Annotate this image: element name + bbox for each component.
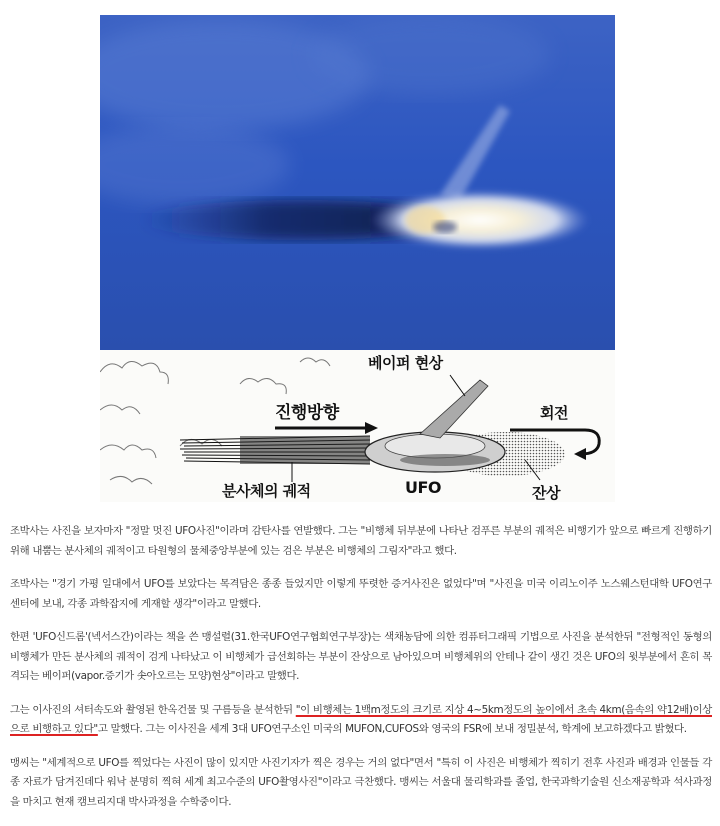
highlighted-quote: "이 비행체는 1백m정도의 크기로 지상 4~5km정도의 높이에서 초속 4km(음속의 약12배)이상으로 비행하고 있다" (10, 703, 712, 735)
article-paragraph: 조박사는 사진을 보자마자 "정말 멋진 UFO사진"이라며 감탄사를 연발했다. 그는 "비행체 뒤부분에 나타난 검푸른 부분의 궤적은 비행기가 앞으로 빠르게 진행하기 위해 내뿜는 분사체의 궤적이고 타원형의 물체중앙부분에 있는 검은 부분은 비행체의 그림자"라고 했다. (10, 525, 712, 557)
label-trail: 분사체의 궤적 (222, 482, 311, 500)
label-afterimage: 잔상 (532, 484, 560, 502)
label-vapor: 베이퍼 현상 (368, 354, 443, 372)
label-rotation: 회전 (540, 404, 568, 422)
article-paragraph: 한편 'UFO신드롬'(넥서스간)이라는 책을 쓴 맹설렬(31.한국UFO연구협회연구부장)는 색채농담에 의한 컴퓨터그래픽 기법으로 사진을 분석한뒤 "전형적인 동형의 비행체가 만든 분사체의 궤적이 검게 나타났고 이 비행체가 급선회하는 부분이 잔상으로 남아있으며 비행체위의 안테나 같이 생긴 것은 UFO의 윗부분에서 흔히 목격되는 베이퍼(vapor.증기가 솟아오르는 모양)현상"이라고 말했다. (10, 631, 712, 682)
article-paragraph: 조박사는 "경기 가평 일대에서 UFO를 보았다는 목격담은 종종 들었지만 이렇게 뚜렷한 증거사진은 없었다"며 "사진을 미국 이리노이주 노스웨스턴대학 UFO연구 센터에 보내, 각종 과학잡지에 게재할 생각"이라고 말했다. (10, 578, 712, 610)
ufo-diagram (100, 350, 615, 502)
diagram-illustration (100, 350, 615, 502)
label-ufo: UFO (405, 478, 442, 497)
article-text: 고 말했다. 그는 이사진을 세계 3대 UFO연구소인 미국의 MUFON,CUFOS와 영국의 FSR에 보내 정밀분석, 학계에 보고하겠다고 밝혔다. (97, 723, 687, 735)
label-direction: 진행방향 (275, 403, 339, 423)
article-paragraph: 맹씨는 "세계적으로 UFO를 찍었다는 사진이 많이 있지만 사진기자가 찍은 경우는 거의 없다"면서 "특히 이 사진은 비행체가 찍히기 전후 사진과 배경과 인물들 각종 자료가 담겨진데다 워낙 분명히 찍혀 세계 최고수준의 UFO촬영사진"이라고 극찬했다. 맹씨는 서울대 물리학과를 졸업, 한국과학기술원 신소재공학과 석사과정을 마치고 현재 캠브리지대 박사과정을 수학중이다. (10, 756, 712, 808)
article-paragraph (10, 701, 712, 740)
article-body (10, 522, 712, 826)
ufo-photo-image (100, 15, 615, 350)
article-text: 그는 이사진의 셔터속도와 촬영된 한옥건물 및 구름등을 분석한뒤 (10, 703, 296, 716)
ufo-photo (100, 15, 615, 350)
direction-arrow (275, 422, 378, 434)
